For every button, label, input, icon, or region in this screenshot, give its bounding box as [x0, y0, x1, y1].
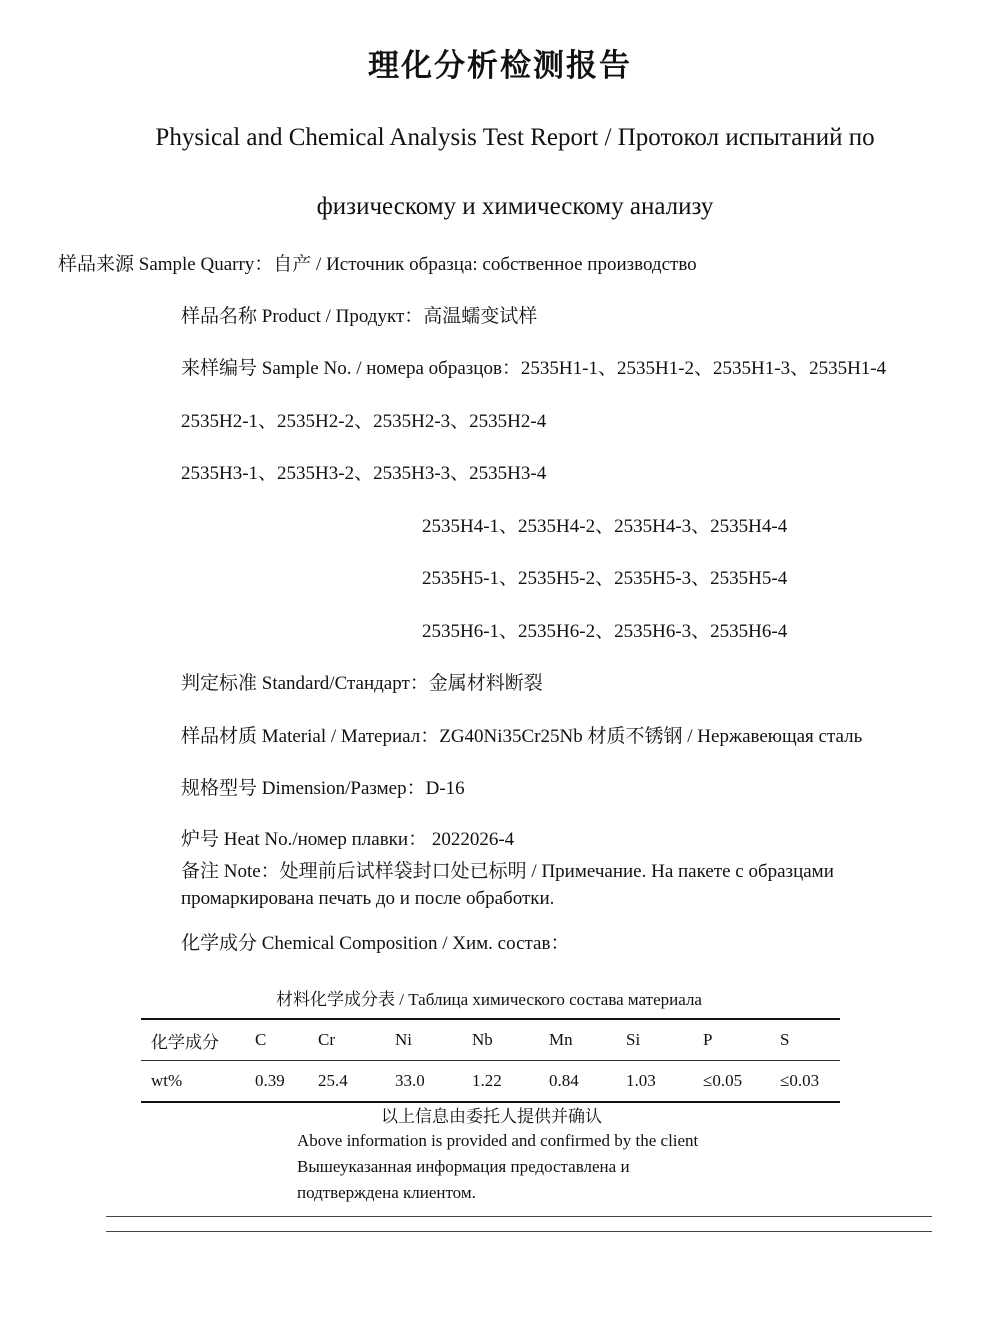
table-cell: 1.22: [472, 1061, 549, 1103]
field-product: 样品名称 Product / Продукт：高温蠕变试样: [181, 306, 538, 327]
field-sample-quarry: 样品来源 Sample Quarry：自产 / Источник образца: собственное производство: [58, 254, 697, 275]
divider-line: [106, 1216, 932, 1217]
sample-no-line-4: 2535H4-1、2535H4-2、2535H4-3、2535H4-4: [422, 516, 788, 537]
chemical-composition-table: [141, 1018, 840, 1103]
table-header-cell: Ni: [395, 1019, 472, 1061]
field-dimension: 规格型号 Dimension/Размер：D-16: [181, 778, 465, 799]
confirmation-russian-line-2: подтверждена клиентом.: [297, 1183, 476, 1202]
table-cell: 1.03: [626, 1061, 703, 1103]
sample-no-line-2: 2535H2-1、2535H2-2、2535H2-3、2535H2-4: [181, 411, 547, 432]
confirmation-russian-line-1: Вышеуказанная информация предоставлена и: [297, 1157, 630, 1176]
table-cell: 33.0: [395, 1061, 472, 1103]
table-cell: 0.84: [549, 1061, 626, 1103]
field-note-line-1: 备注 Note：处理前后试样袋封口处已标明 / Примечание. На пакете с образцами: [181, 861, 834, 882]
sample-no-line-3: 2535H3-1、2535H3-2、2535H3-3、2535H3-4: [181, 463, 547, 484]
table-cell: ≤0.03: [780, 1061, 840, 1103]
sample-no-line-6: 2535H6-1、2535H6-2、2535H6-3、2535H6-4: [422, 621, 788, 642]
table-cell: 0.39: [255, 1061, 318, 1103]
field-chemical-composition: 化学成分 Chemical Composition / Хим. состав：: [181, 933, 570, 954]
table-caption: 材料化学成分表 / Таблица химического состава материала: [276, 990, 702, 1009]
table-header-cell: P: [703, 1019, 780, 1061]
divider-line: [106, 1231, 932, 1232]
table-header-cell: Cr: [318, 1019, 395, 1061]
sample-no-line-5: 2535H5-1、2535H5-2、2535H5-3、2535H5-4: [422, 568, 788, 589]
table-cell: wt%: [141, 1061, 255, 1103]
report-title-chinese: 理化分析检测报告: [368, 48, 632, 84]
report-title-english-line-2: физическому и химическому анализу: [316, 193, 714, 220]
table-cell: 25.4: [318, 1061, 395, 1103]
table-row: [141, 1061, 840, 1103]
confirmation-english: Above information is provided and confirmed by the client: [297, 1131, 699, 1150]
table-header-row: [141, 1019, 840, 1061]
confirmation-chinese: 以上信息由委托人提供并确认: [381, 1107, 602, 1127]
table-header-cell: C: [255, 1019, 318, 1061]
field-heat-no: 炉号 Heat No./номер плавки： 2022026-4: [181, 829, 515, 850]
table-header-cell: Si: [626, 1019, 703, 1061]
table-header-cell: Mn: [549, 1019, 626, 1061]
field-sample-no: 来样编号 Sample No. / номера образцов：2535H1-1、2535H1-2、2535H1-3、2535H1-4: [181, 358, 887, 379]
table-header-cell: Nb: [472, 1019, 549, 1061]
field-standard: 判定标准 Standard/Стандарт：金属材料断裂: [181, 673, 543, 694]
table-header-cell: 化学成分: [141, 1019, 255, 1061]
report-title-english-line-1: Physical and Chemical Analysis Test Report / Протокол испытаний по: [155, 124, 875, 151]
table-header-cell: S: [780, 1019, 840, 1061]
table-cell: ≤0.05: [703, 1061, 780, 1103]
field-material: 样品材质 Material / Материал：ZG40Ni35Cr25Nb 材质不锈钢 / Нержавеющая сталь: [181, 726, 863, 747]
field-note-line-2: промаркирована печать до и после обработки.: [181, 888, 555, 909]
